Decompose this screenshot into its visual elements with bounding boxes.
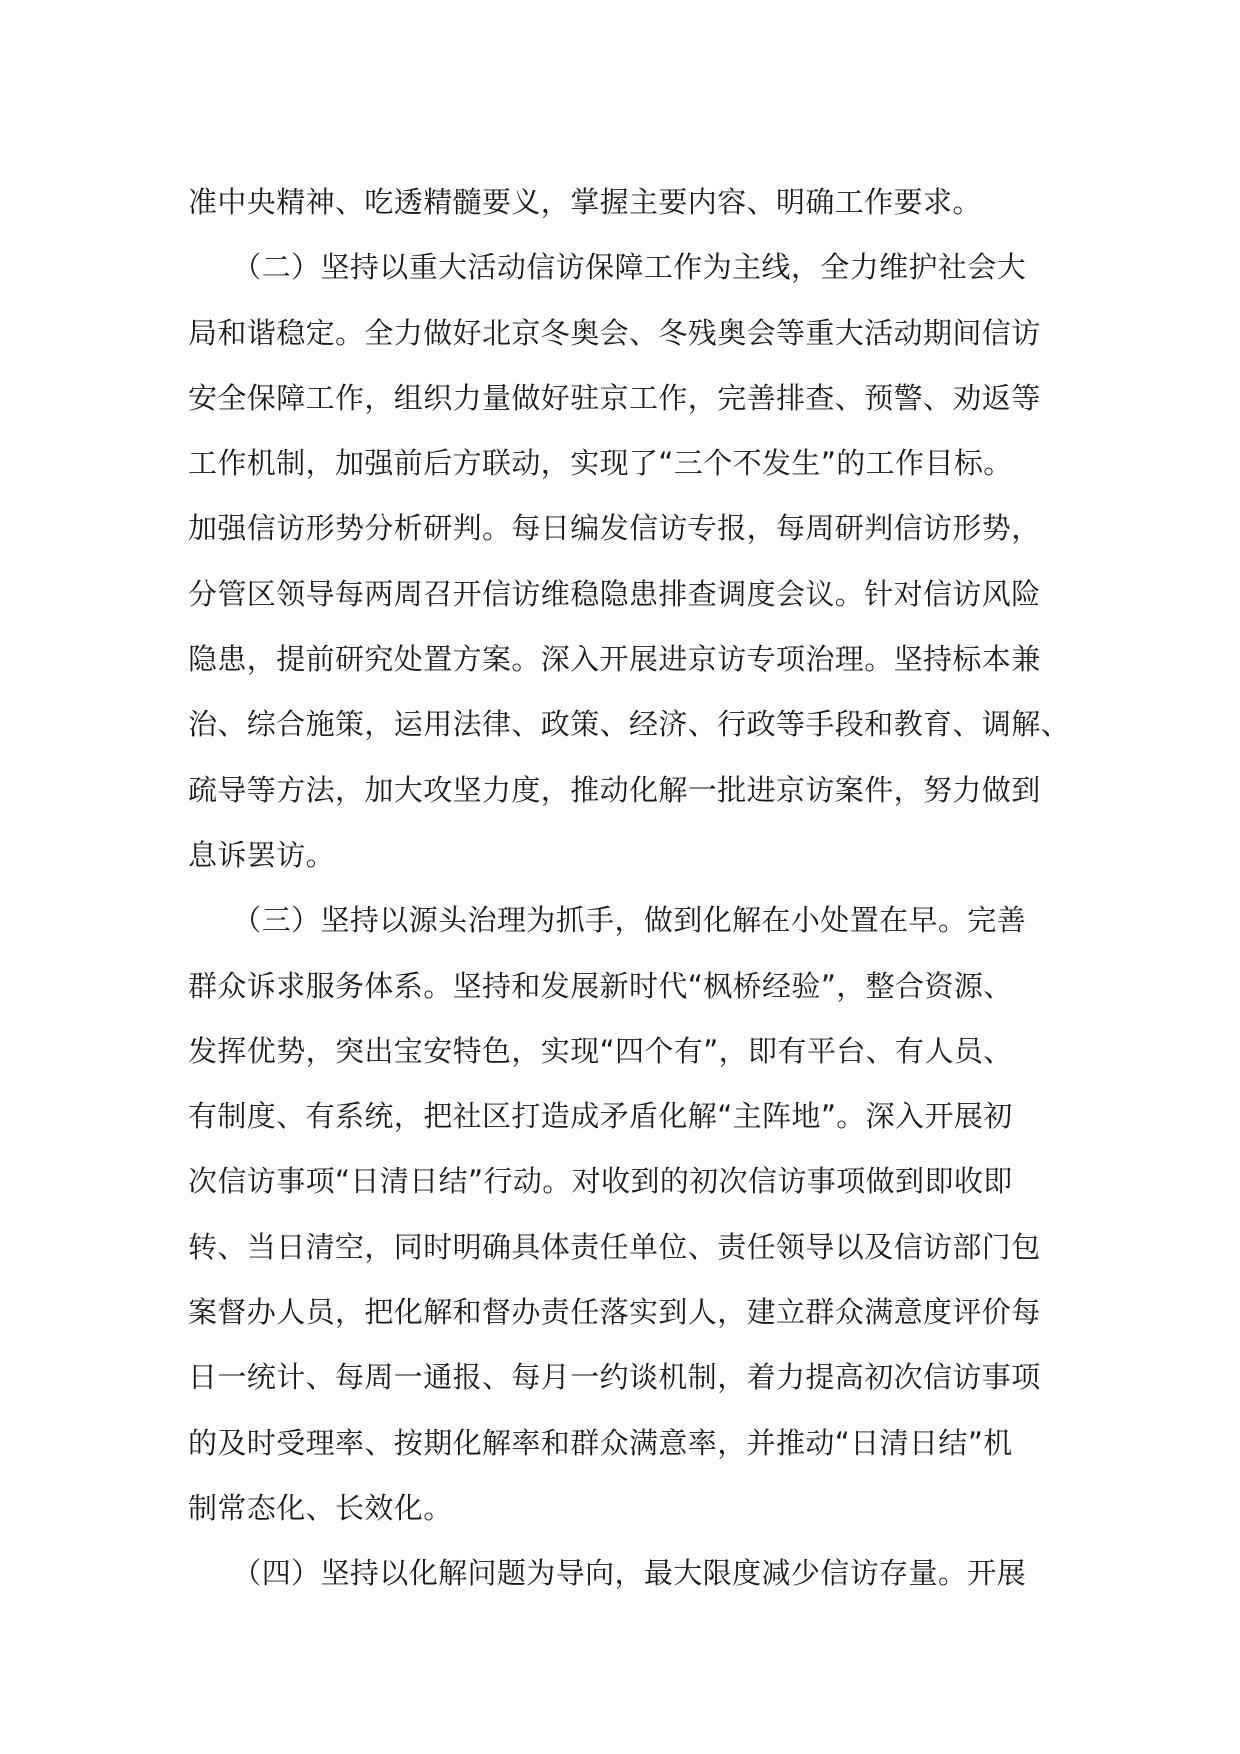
text-line: 治、综合施策，运用法律、政策、经济、行政等手段和教育、调解、 [188, 707, 1071, 742]
text-line: 转、当日清空，同时明确具体责任单位、责任领导以及信访部门包 [188, 1229, 1041, 1264]
text-line: 次信访事项“日清日结”行动。对收到的初次信访事项做到即收即 [188, 1164, 1013, 1199]
text-line: 隐患，提前研究处置方案。深入开展进京访专项治理。坚持标本兼 [188, 642, 1041, 677]
section-heading-line: （三）坚持以源头治理为抓手，做到化解在小处置在早。完善 [188, 903, 1027, 938]
text-line: 案督办人员，把化解和督办责任落实到人，建立群众满意度评价每 [188, 1295, 1041, 1330]
body-text [188, 170, 1071, 1607]
text-line: 局和谐稳定。全力做好北京冬奥会、冬残奥会等重大活动期间信访 [188, 315, 1041, 350]
text-line: 分管区领导每两周召开信访维稳隐患排查调度会议。针对信访风险 [188, 576, 1041, 611]
text-line: 加强信访形势分析研判。每日编发信访专报，每周研判信访形势， [188, 511, 1041, 546]
text-line: 疏导等方法，加大攻坚力度，推动化解一批进京访案件，努力做到 [188, 772, 1041, 807]
text-line: 的及时受理率、按期化解率和群众满意率，并推动“日清日结”机 [188, 1425, 1013, 1460]
section-heading-line: （四）坚持以化解问题为导向，最大限度减少信访存量。开展 [188, 1556, 1027, 1591]
text-line: 准中央精神、吃透精髓要义，掌握主要内容、明确工作要求。 [188, 185, 982, 219]
text-line: 日一统计、每周一通报、每月一约谈机制，着力提高初次信访事项 [188, 1360, 1041, 1395]
text-line: 安全保障工作，组织力量做好驻京工作，完善排查、预警、劝返等 [188, 380, 1041, 415]
text-line: 息诉罢访。 [188, 837, 336, 872]
text-line: 制常态化、长效化。 [188, 1490, 453, 1525]
text-line: 群众诉求服务体系。坚持和发展新时代“枫桥经验”，整合资源、 [188, 968, 1013, 1003]
text-line: 发挥优势，突出宝安特色，实现“四个有”，即有平台、有人员、 [188, 1033, 1013, 1068]
text-line: 工作机制，加强前后方联动，实现了“三个不发生”的工作目标。 [188, 446, 1013, 481]
text-line: 有制度、有系统，把社区打造成矛盾化解“主阵地”。深入开展初 [188, 1099, 1013, 1134]
section-heading-line: （二）坚持以重大活动信访保障工作为主线，全力维护社会大 [188, 250, 1027, 285]
